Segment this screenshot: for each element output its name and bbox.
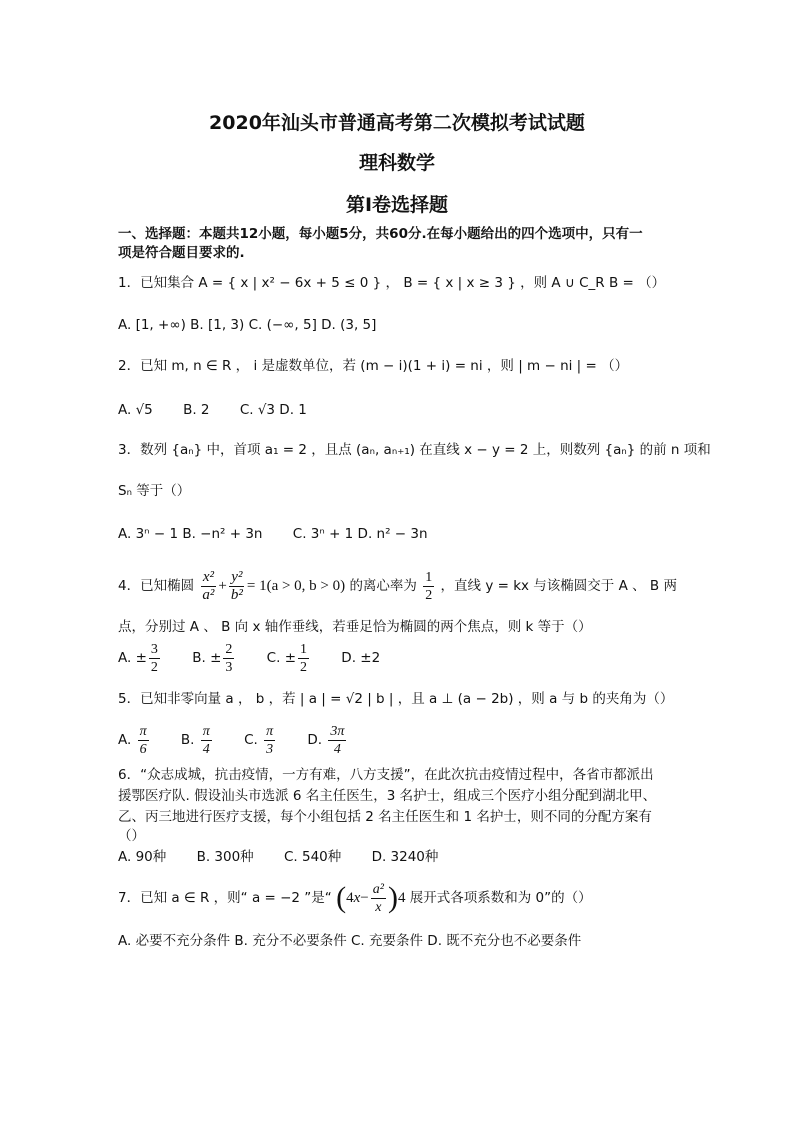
- question-3-line-2: Sₙ 等于（）: [118, 483, 191, 499]
- option-d: D. $\frac{3\pi}{4}$: [307, 723, 345, 757]
- eccentricity-fraction: $\frac{1}{2}$: [425, 569, 433, 603]
- question-5-stem: 5．已知非零向量 a ， b ，若 | a | = √2 | b | ，且 a ⊥ (a − 2b) ，则 a 与 b 的夹角为（）: [118, 691, 674, 707]
- page-title: 2020年汕头市普通高考第二次模拟考试试题: [209, 112, 585, 134]
- question-2-stem: 2．已知 m, n ∈ R ， i 是虚数单位，若 (m − i)(1 + i) = ni ，则 | m − ni | = （）: [118, 358, 629, 374]
- question-1-options: A. [1, +∞) B. [1, 3) C. (−∞, 5] D. (3, 5]: [118, 317, 377, 333]
- option-c: C. ± $\frac{1}{2}$: [266, 641, 307, 675]
- instructions-line-2: 项是符合题目要求的.: [118, 245, 245, 261]
- option-b: B. 300种: [196, 849, 254, 865]
- question-6-line-3: 乙、丙三地进行医疗支援，每个小组包括 2 名主任医生和 1 名护士，则不同的分配方案有: [118, 809, 652, 825]
- option-d: D. ±2: [341, 650, 381, 666]
- ellipse-equation-rest: = 1(a > 0, b > 0): [246, 578, 346, 594]
- option-b: B. 2: [183, 402, 210, 418]
- question-4-options: [118, 638, 684, 678]
- ellipse-x-term: $\frac{\text{x²}}{\text{a²}}$: [202, 568, 215, 603]
- option-b: B. $\frac{\pi}{4}$: [180, 723, 210, 757]
- question-6-options: [118, 847, 684, 867]
- option-cd: C. 3ⁿ + 1 D. n² − 3n: [292, 526, 428, 542]
- question-6-line-4: （）: [118, 828, 145, 844]
- question-4-line-1: 4．已知椭圆 $\frac{\text{x²}}{\text{a²}}$ + $\frac{\text{y²}}{\text{b²}}$ = 1(a > 0, b > 0) 的离心率为 $\frac{1}{2}$ ，直线 y = kx 与该椭圆交于 A 、 B 两: [118, 568, 677, 603]
- subject-title: 理科数学: [358, 152, 435, 174]
- option-b: B. ± $\frac{2}{3}$: [192, 641, 233, 675]
- question-7-stem: 7．已知 a ∈ R ，则“ a = −2 ”是“ ( 4 x − $\frac{\text{a²}}{x}$ ) 4 展开式各项系数和为 0”的（）: [118, 876, 684, 920]
- question-1-stem: 1．已知集合 A = { x | x² − 6x + 5 ≤ 0 } ， B = { x | x ≥ 3 } ，则 A ∪ C_R B = （）: [118, 275, 666, 291]
- option-c: C. $\frac{\pi}{3}$: [244, 723, 274, 757]
- option-a: A. $\frac{\pi}{6}$: [118, 723, 147, 757]
- question-7-options: A. 必要不充分条件 B. 充分不必要条件 C. 充要条件 D. 既不充分也不必要条件: [118, 933, 582, 949]
- option-d: D. 3240种: [371, 849, 439, 865]
- question-3-options: [118, 524, 684, 544]
- ellipse-y-term: $\frac{\text{y²}}{\text{b²}}$: [230, 568, 243, 603]
- option-c: C. 540种: [283, 849, 342, 865]
- question-3-line-1: 3．数列 {aₙ} 中，首项 a₁ = 2 ，且点 (aₙ, aₙ₊₁) 在直线 x − y = 2 上，则数列 {aₙ} 的前 n 项和: [118, 442, 711, 458]
- instructions-line-1: 一、选择题：本题共12小题，每小题5分，共60分.在每小题给出的四个选项中，只有一: [118, 226, 643, 242]
- option-a: A. ± $\frac{3}{2}$: [118, 641, 158, 675]
- option-cd: C. √3 D. 1: [239, 402, 307, 418]
- option-a: A. √5: [118, 402, 153, 418]
- binomial-expression: ( 4 x − $\frac{\text{a²}}{x}$ ) 4: [336, 881, 406, 915]
- question-2-options: [118, 400, 684, 420]
- option-a: A. 90种: [118, 849, 167, 865]
- question-5-options: [118, 720, 684, 760]
- question-6-line-2: 援鄂医疗队. 假设汕头市选派 6 名主任医生，3 名护士，组成三个医疗小组分配到湖北甲、: [118, 788, 657, 804]
- question-6-line-1: 6．“众志成城，抗击疫情，一方有难，八方支援”，在此次抗击疫情过程中，各省市都派出: [118, 767, 654, 783]
- section-title: 第Ⅰ卷选择题: [345, 194, 449, 216]
- option-ab: A. 3ⁿ − 1 B. −n² + 3n: [118, 526, 263, 542]
- question-4-line-2: 点，分别过 A 、 B 向 x 轴作垂线，若垂足恰为椭圆的两个焦点，则 k 等于（）: [118, 619, 592, 635]
